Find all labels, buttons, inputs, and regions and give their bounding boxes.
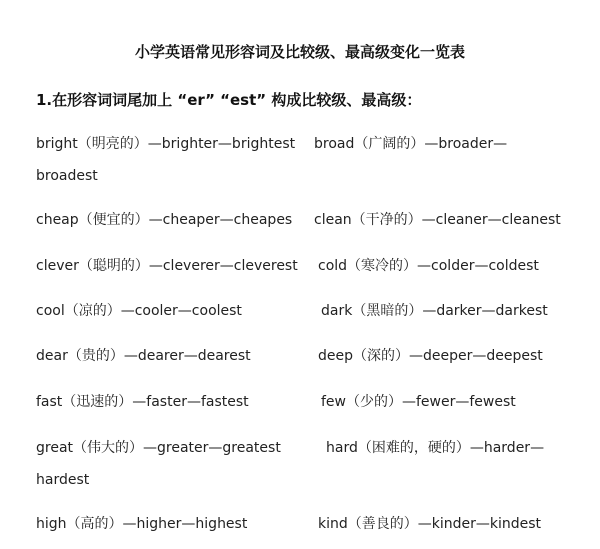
entry-broad: broad（广阔的）—broader— [314, 136, 508, 152]
entry-dark: dark（黑暗的）—darker—darkest [321, 303, 548, 319]
section-heading: 1.在形容词词尾加上 “er” “est” 构成比较级、最高级： [36, 91, 422, 109]
entry-kind: kind（善良的）—kinder—kindest [318, 516, 542, 532]
entry-clever: clever（聪明的）—cleverer—cleverest [36, 258, 298, 274]
entry-hard-continuation: hardest [36, 472, 90, 488]
entry-broad-continuation: broadest [36, 168, 98, 184]
entry-deep: deep（深的）—deeper—deepest [318, 348, 543, 364]
entry-hard: hard（困难的，硬的）—harder— [326, 440, 545, 456]
entry-great: great（伟大的）—greater—greatest [36, 440, 281, 456]
entry-cheap: cheap（便宜的）—cheaper—cheapes [36, 212, 293, 228]
document-title: 小学英语常见形容词及比较级、最高级变化一览表 [134, 43, 465, 61]
entry-bright: bright（明亮的）—brighter—brightest [36, 136, 296, 152]
entry-cool: cool（凉的）—cooler—coolest [36, 303, 242, 319]
entry-clean: clean（干净的）—cleaner—cleanest [314, 212, 561, 228]
entry-high: high（高的）—higher—highest [36, 516, 248, 532]
entry-cold: cold（寒冷的）—colder—coldest [318, 258, 539, 274]
entry-dear: dear（贵的）—dearer—dearest [36, 348, 251, 364]
entry-few: few（少的）—fewer—fewest [321, 394, 516, 410]
entry-fast: fast（迅速的）—faster—fastest [36, 394, 249, 410]
